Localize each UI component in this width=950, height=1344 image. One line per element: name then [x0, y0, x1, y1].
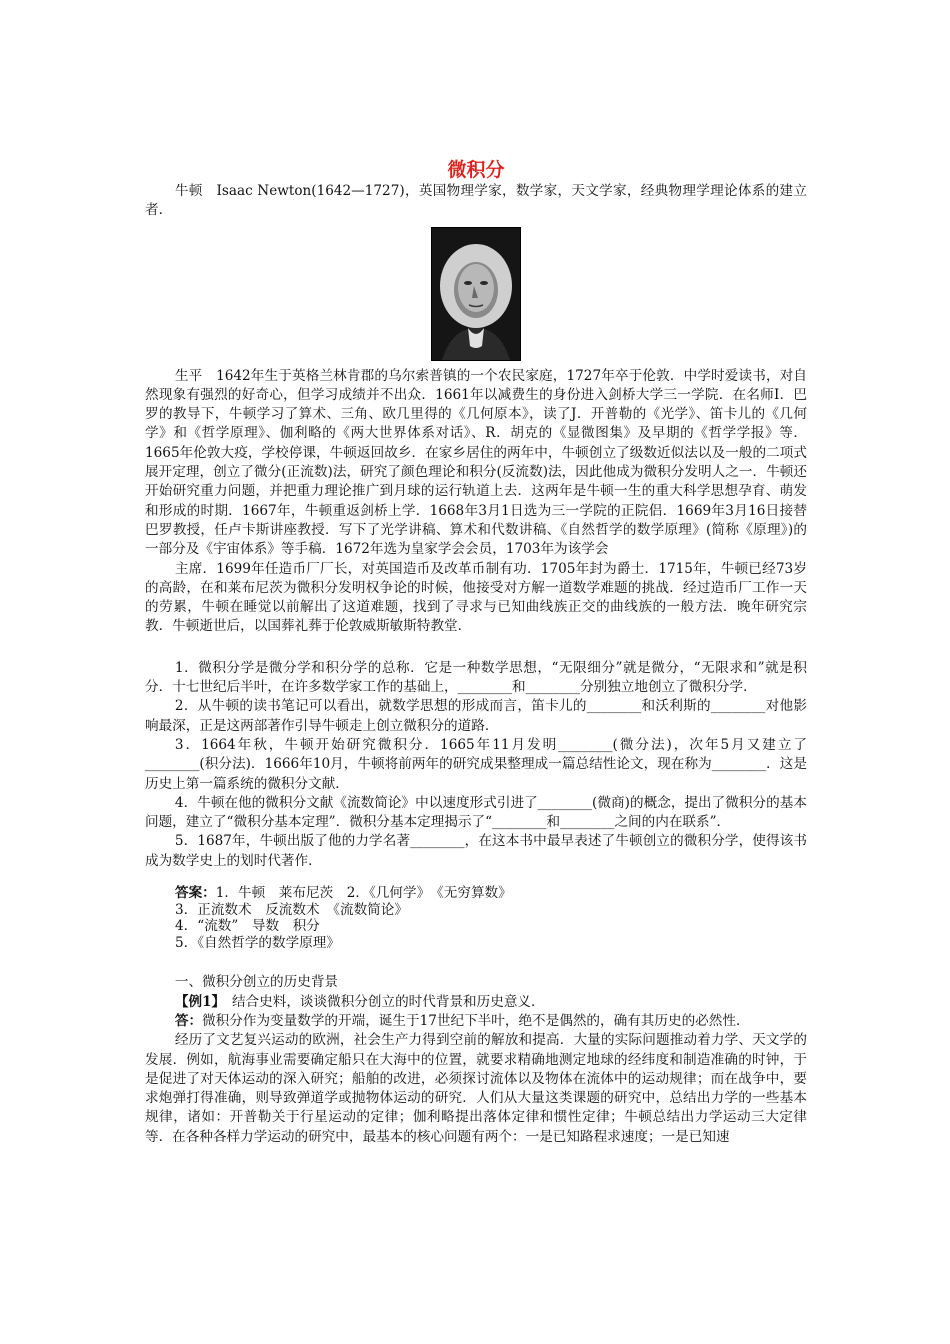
intro-paragraph: 牛顿 Isaac Newton(1642—1727)，英国物理学家，数学家，天文学家，经典物理学理论体系的建立者．	[145, 183, 807, 219]
bio-chair-paragraph: 主席．1699年任造币厂厂长，对英国造币及改革币制有功．1705年封为爵士．1715年，牛顿已经73岁的高龄，在和莱布尼茨为微积分发明权争论的时候，他接受对方解一道数学难题的挑战．经过造币厂工作一天的劳累，牛顿在睡觉以前解出了这道难题，找到了寻求与已知曲线族正交的曲线族的一般方法．晚年研究宗教．牛顿逝世后，以国葬礼葬于伦敦威斯敏斯特教堂．	[145, 560, 807, 635]
spacer	[145, 637, 807, 659]
answers-block	[145, 885, 807, 951]
question-3: 3．1664年秋，牛顿开始研究微积分．1665年11月发明________(微分法)，次年5月又建立了________(积分法)．1666年10月，牛顿将前两年的研究成果整理成一篇总结性论文，现在称为________．这是历史上第一篇系统的微积分文献．	[145, 736, 807, 792]
question-1: 1．微积分学是微分学和积分学的总称．它是一种数学思想，“无限细分”就是微分，“无限求和”就是积分．十七世纪后半叶，在许多数学家工作的基础上，________和________分别独立地创立了微积分学．	[145, 659, 807, 696]
answer-line-3: 4．“流数” 导数 积分	[175, 918, 320, 935]
section-body-paragraph: 经历了文艺复兴运动的欧洲，社会生产力得到空前的解放和提高．大量的实际问题推动着力学、天文学的发展．例如，航海事业需要确定船只在大海中的位置，就要求精确地测定地球的经纬度和制造准确的时钟，于是促进了对天体运动的深入研究；船舶的改进，必须探讨流体以及物体在流体中的运动规律；而在战争中，要求炮弹打得准确，则导致弹道学或抛物体运动的研究．人们从大量这类课题的研究中，总结出力学的一些基本规律，诸如：开普勒关于行星运动的定律；伽利略提出落体定律和惯性定律；牛顿总结出力学运动三大定律等．在各种各样力学运动的研究中，最基本的核心问题有两个：一是已知路程求速度；一是已知速	[145, 1032, 807, 1145]
portrait-container	[145, 227, 807, 361]
example-answer-label: 答：	[174, 1012, 203, 1029]
question-2: 2．从牛顿的读书笔记可以看出，就数学思想的形成而言，笛卡儿的________和沃利斯的________对他影响最深，正是这两部著作引导牛顿走上创立微积分的道路．	[145, 698, 807, 734]
example-1	[145, 993, 807, 1012]
newton-portrait	[431, 227, 521, 361]
page-title: 微积分	[447, 159, 505, 181]
newton-portrait-image	[432, 228, 520, 360]
answer-text-1: 1．牛顿 莱布尼茨 2．《几何学》 《无穷算数》	[215, 885, 512, 902]
example-label: 【例1】	[174, 993, 219, 1010]
answers-label: 答案：	[175, 885, 216, 902]
question-4: 4．牛顿在他的微积分文献《流数简论》中以速度形式引进了________(微商)的概念，提出了微积分的基本问题，建立了“微积分基本定理”．微积分基本定理揭示了“________和________之间的内在联系”．	[145, 794, 807, 831]
document-page	[145, 158, 807, 1147]
answer-line-1	[175, 885, 807, 902]
example-text: 结合史料，谈谈微积分创立的时代背景和历史意义．	[218, 993, 545, 1010]
example-answer	[145, 1012, 807, 1031]
question-5: 5．1687年，牛顿出版了他的力学名著________，在这本书中最早表述了牛顿创立的微积分学，使得该书成为数学史上的划时代著作．	[145, 833, 807, 869]
example-answer-text: 微积分作为变量数学的开端，诞生于17世纪下半叶，绝不是偶然的，确有其历史的必然性．	[202, 1012, 750, 1029]
spacer	[145, 871, 807, 885]
section-heading: 一、微积分创立的历史背景	[174, 974, 339, 991]
spacer	[145, 951, 807, 973]
bio-life-paragraph: 生平 1642年生于英格兰林肯郡的乌尔索普镇的一个农民家庭，1727年卒于伦敦．中学时爱读书，对自然现象有强烈的好奇心，但学习成绩并不出众．1661年以减费生的身份进入剑桥大学三一学院．在名师I．巴罗的教导下，牛顿学习了算术、三角、欧几里得的《几何原本》，读了J．开普勒的《光学》、笛卡儿的《几何学》和《哲学原理》、伽利略的《两大世界体系对话》、R．胡克的《显微图集》及早期的《哲学学报》等．1665年伦敦大疫，学校停课，牛顿返回故乡．在家乡居住的两年中，牛顿创立了级数近似法以及一般的二项式展开定理，创立了微分(正流数)法，研究了颜色理论和积分(反流数)法，因此他成为微积分发明人之一．牛顿还开始研究重力问题，并把重力理论推广到月球的运行轨道上去．这两年是牛顿一生的重大科学思想孕育、萌发和形成的时期．1667年，牛顿重返剑桥上学．1668年3月1日选为三一学院的正院侣．1669年3月16日接替巴罗教授，任卢卡斯讲座教授．写下了光学讲稿、算术和代数讲稿、《自然哲学的数学原理》(简称《原理》)的一部分及《宇宙体系》等手稿．1672年选为皇家学会会员，1703年为该学会	[145, 367, 807, 558]
answer-line-2: 3．正流数术 反流数术 《流数简论》	[175, 901, 408, 918]
answer-line-4: 5．《自然哲学的数学原理》	[175, 934, 340, 951]
